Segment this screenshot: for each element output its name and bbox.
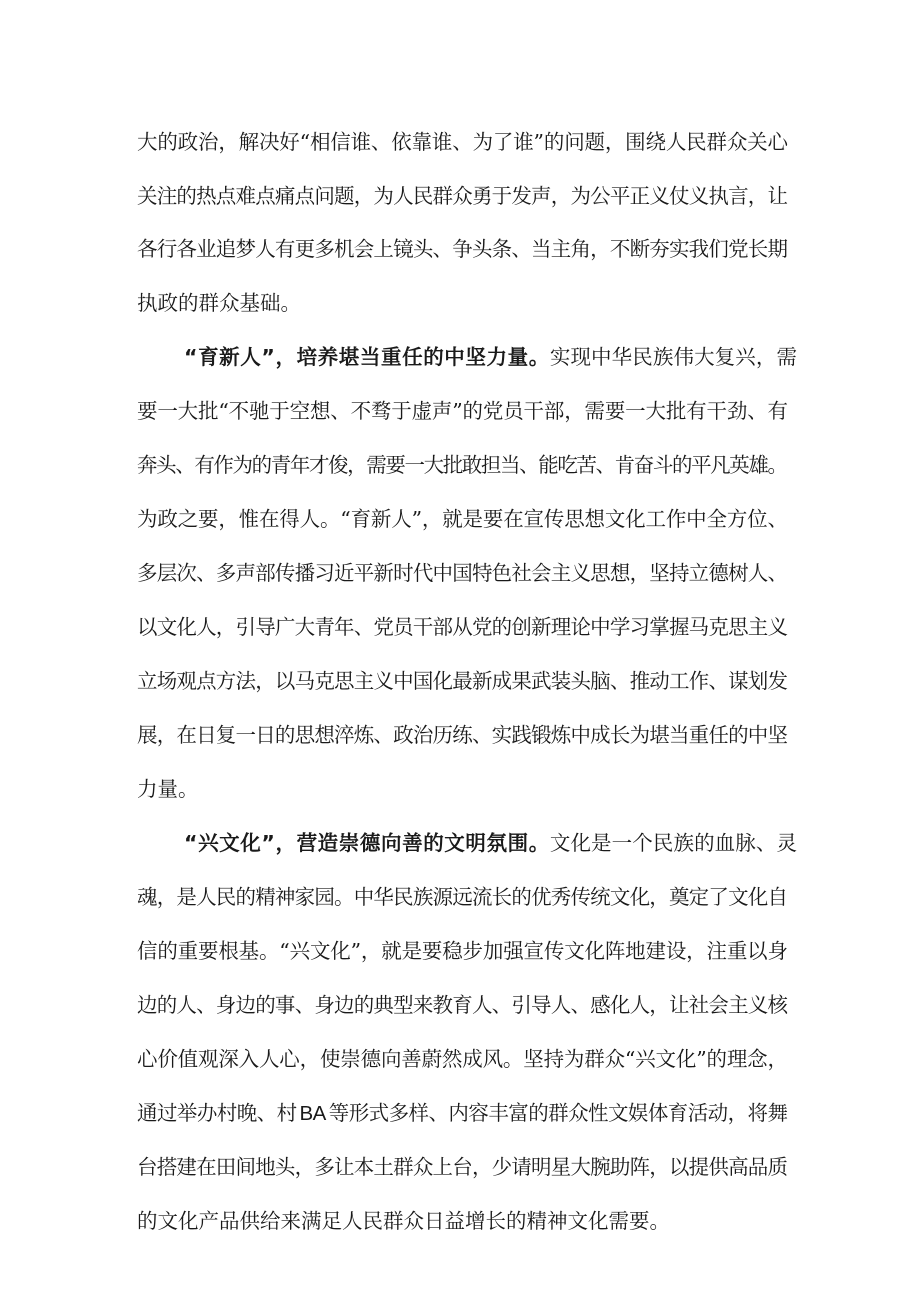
paragraph-1-line-1 [0,127,920,157]
text: 执政的群众基础。 [137,291,301,315]
paragraph-1-line-4 [0,288,920,318]
paragraph-2-line-1 [0,342,920,372]
text: 关注的热点难点痛点问题，为人民群众勇于发声，为公平正义仗义执言，让 [137,184,788,208]
text: 心价值观深入人心，使崇德向善蔚然成风。坚持为群众“兴文化”的理念， [137,1047,788,1071]
paragraph-1-line-2 [0,181,920,211]
text: 实现中华民族伟大复兴，需 [549,345,798,369]
text: 力量。 [137,777,199,801]
text: 等形式多样、内容丰富的群众性文娱体育活动，将舞 [328,1101,788,1125]
paragraph-2-line-2 [0,396,920,426]
text: 立场观点方法，以马克思主义中国化最新成果武装头脑、推动工作、谋划发 [137,669,788,693]
paragraph-3-line-8 [0,1206,920,1236]
paragraph-3-line-3 [0,936,920,966]
text: 展，在日复一日的思想淬炼、政治历练、实践锻炼中成长为堪当重任的中坚 [137,723,788,747]
text: 通过举办村晚、村 [137,1101,297,1125]
text: 魂，是人民的精神家园。中华民族源远流长的优秀传统文化，奠定了文化自 [137,885,788,909]
text-group [184,828,797,858]
text: 大的政治，解决好“相信谁、依靠谁、为了谁”的问题，围绕人民群众关心 [137,130,788,154]
paragraph-3-line-7 [0,1152,920,1182]
paragraph-2-line-6 [0,612,920,642]
text: 的文化产品供给来满足人民群众日益增长的精神文化需要。 [137,1209,670,1233]
text: 要一大批“不驰于空想、不骛于虚声”的党员干部，需要一大批有干劲、有 [137,399,788,423]
text-group [137,1098,787,1129]
text: 各行各业追梦人有更多机会上镜头、争头条、当主角，不断夯实我们党长期 [137,237,788,261]
text: 多层次、多声部传播习近平新时代中国特色社会主义思想，坚持立德树人、 [137,561,788,585]
paragraph-2-line-9 [0,774,920,804]
text: 奔头、有作为的青年才俊，需要一大批敢担当、能吃苦、肯奋斗的平凡英雄。 [137,453,787,477]
paragraph-heading: “兴文化”，营造崇德向善的文明氛围。 [184,831,550,855]
text: 文化是一个民族的血脉、灵 [549,831,798,855]
paragraph-3-line-2 [0,882,920,912]
text-latin: BA [299,1102,326,1125]
paragraph-2-line-8 [0,720,920,750]
paragraph-2-line-3 [0,450,920,480]
paragraph-3-line-5 [0,1044,920,1074]
text: 台搭建在田间地头，多让本土群众上台，少请明星大腕助阵，以提供高品质 [137,1155,788,1179]
text-group [184,342,797,372]
text: 以文化人，引导广大青年、党员干部从党的创新理论中学习掌握马克思主义 [137,615,788,639]
paragraph-2-line-4 [0,504,920,534]
text: 为政之要，惟在得人。“育新人”，就是要在宣传思想文化工作中全方位、 [137,507,788,531]
text: 边的人、身边的事、身边的典型来教育人、引导人、感化人，让社会主义核 [137,993,788,1017]
paragraph-3-line-4 [0,990,920,1020]
text: 信的重要根基。“兴文化”，就是要稳步加强宣传文化阵地建设，注重以身 [137,939,788,963]
paragraph-1-line-3 [0,234,920,264]
paragraph-3-line-1 [0,828,920,858]
paragraph-2-line-7 [0,666,920,696]
paragraph-3-line-6 [0,1098,920,1128]
paragraph-heading: “育新人”，培养堪当重任的中坚力量。 [184,345,550,369]
paragraph-2-line-5 [0,558,920,588]
